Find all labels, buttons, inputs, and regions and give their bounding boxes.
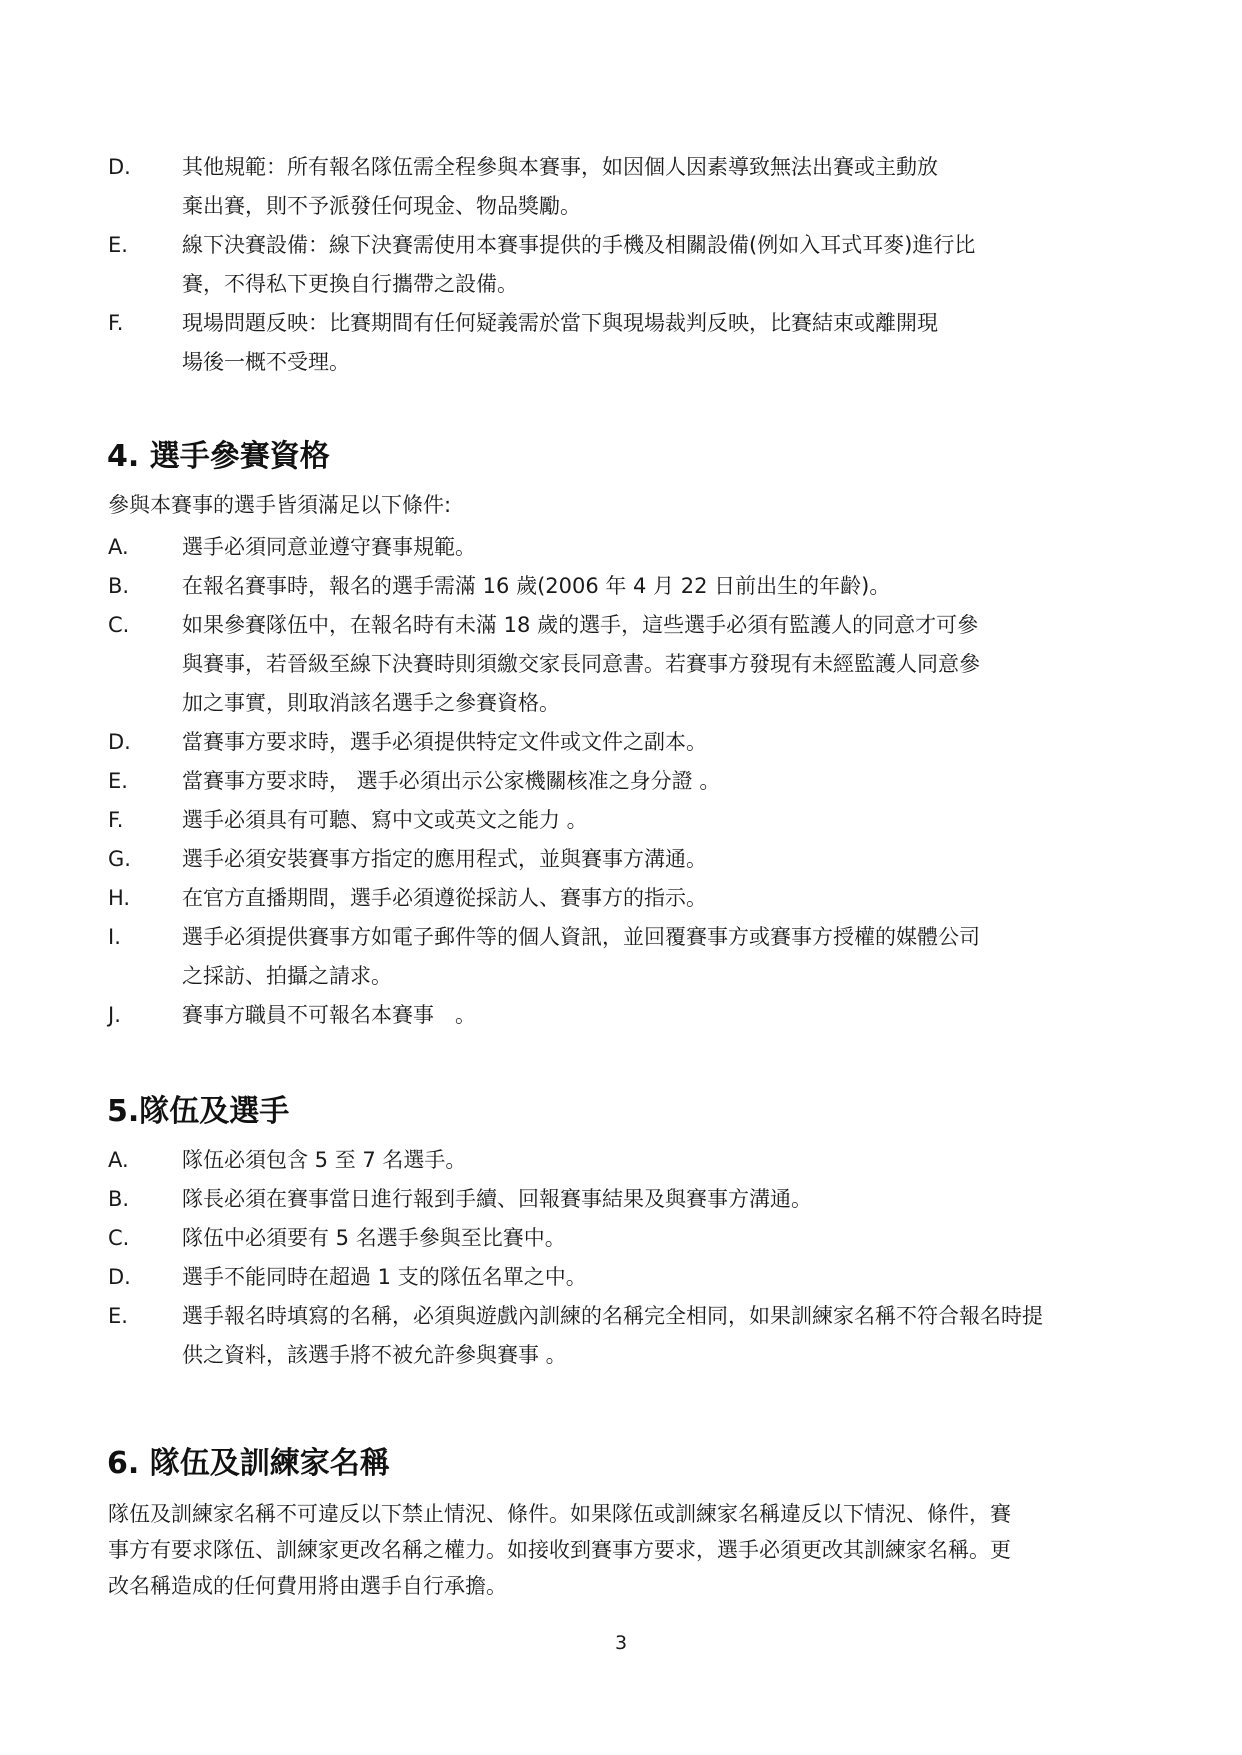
list-item (108, 879, 980, 918)
list-item (108, 567, 980, 606)
list-item (108, 1180, 1043, 1219)
list-item-label: E. (108, 769, 128, 793)
list-item-label: B. (108, 574, 130, 598)
list-item-label: D. (108, 155, 131, 179)
list-item-text: 選手必須具有可聽、寫中文或英文之能力 。 (182, 808, 588, 832)
list-item-text: 在報名賽事時，報名的選手需滿 16 歲(2006 年 4 月 22 日前出生的年齡)。 (182, 574, 891, 598)
list-item (108, 304, 975, 382)
section4-list (108, 528, 980, 1035)
section4-heading: 4. 選手參賽資格 (107, 439, 330, 474)
list-item-label: F. (108, 808, 124, 832)
list-item-label: C. (108, 613, 130, 637)
section4-intro: 參與本賽事的選手皆須滿足以下條件: (108, 493, 452, 517)
list-item (108, 226, 975, 304)
list-item-text: 當賽事方要求時， 選手必須出示公家機關核准之身分證 。 (182, 769, 721, 793)
list-item-label: F. (108, 311, 124, 335)
list-item-label: E. (108, 1304, 128, 1328)
list-item (108, 148, 975, 226)
list-item-text: 棄出賽，則不予派發任何現金、物品獎勵。 (182, 194, 581, 218)
list-item-text: 場後一概不受理。 (182, 350, 350, 374)
list-item-text: 選手報名時填寫的名稱，必須與遊戲內訓練的名稱完全相同，如果訓練家名稱不符合報名時提 (182, 1304, 1043, 1328)
list-item (108, 723, 980, 762)
list-item-text: 選手必須同意並遵守賽事規範。 (182, 535, 476, 559)
list-item-text: 在官方直播期間，選手必須遵從採訪人、賽事方的指示。 (182, 886, 707, 910)
list-item-label: G. (108, 847, 131, 871)
list-item-text: 之採訪、拍攝之請求。 (182, 964, 392, 988)
list-item-text: 供之資料，該選手將不被允許參與賽事 。 (182, 1343, 567, 1367)
list-item-text: 線下決賽設備：線下決賽需使用本賽事提供的手機及相關設備(例如入耳式耳麥)進行比 (182, 233, 976, 257)
list-item (108, 996, 980, 1035)
section5-heading: 5.隊伍及選手 (107, 1094, 290, 1129)
list-item-text: 隊長必須在賽事當日進行報到手續、回報賽事結果及與賽事方溝通。 (182, 1187, 812, 1211)
list-item (108, 1297, 1043, 1375)
list-item-text: 選手不能同時在超過 1 支的隊伍名單之中。 (182, 1265, 587, 1289)
list-item-label: A. (108, 1148, 129, 1172)
section6-paragraph (108, 1496, 1011, 1604)
list-item (108, 801, 980, 840)
list-item-text: 隊伍必須包含 5 至 7 名選手。 (182, 1148, 467, 1172)
list-item-label: D. (108, 730, 131, 754)
list-item-text: 賽事方職員不可報名本賽事 。 (182, 1003, 476, 1027)
list-item-text: 加之事實，則取消該名選手之參賽資格。 (182, 691, 560, 715)
section3-list (108, 148, 975, 382)
paragraph-line: 改名稱造成的任何費用將由選手自行承擔。 (108, 1574, 507, 1598)
section6-heading: 6. 隊伍及訓練家名稱 (107, 1446, 390, 1481)
list-item-label: I. (108, 925, 121, 949)
list-item-text: 選手必須安裝賽事方指定的應用程式，並與賽事方溝通。 (182, 847, 707, 871)
list-item (108, 1141, 1043, 1180)
list-item (108, 1219, 1043, 1258)
section5-list (108, 1141, 1043, 1375)
list-item-label: J. (108, 1003, 121, 1027)
list-item-label: H. (108, 886, 131, 910)
paragraph-line: 事方有要求隊伍、訓練家更改名稱之權力。如接收到賽事方要求，選手必須更改其訓練家名稱。更 (108, 1538, 1011, 1562)
list-item (108, 606, 980, 723)
list-item-text: 現場問題反映：比賽期間有任何疑義需於當下與現場裁判反映，比賽結束或離開現 (182, 311, 938, 335)
list-item-text: 當賽事方要求時，選手必須提供特定文件或文件之副本。 (182, 730, 707, 754)
list-item-label: A. (108, 535, 129, 559)
list-item-text: 其他規範：所有報名隊伍需全程參與本賽事，如因個人因素導致無法出賽或主動放 (182, 155, 938, 179)
list-item-text: 隊伍中必須要有 5 名選手參與至比賽中。 (182, 1226, 566, 1250)
list-item (108, 528, 980, 567)
paragraph-line: 隊伍及訓練家名稱不可違反以下禁止情況、條件。如果隊伍或訓練家名稱違反以下情況、條件，賽 (108, 1502, 1011, 1526)
list-item (108, 918, 980, 996)
list-item-label: E. (108, 233, 128, 257)
list-item-text: 與賽事，若晉級至線下決賽時則須繳交家長同意書。若賽事方發現有未經監護人同意參 (182, 652, 980, 676)
list-item-text: 賽，不得私下更換自行攜帶之設備。 (182, 272, 518, 296)
list-item (108, 840, 980, 879)
list-item-label: B. (108, 1187, 130, 1211)
list-item-label: C. (108, 1226, 130, 1250)
list-item-label: D. (108, 1265, 131, 1289)
page-number: 3 (614, 1632, 628, 1654)
list-item-text: 選手必須提供賽事方如電子郵件等的個人資訊，並回覆賽事方或賽事方授權的媒體公司 (182, 925, 980, 949)
list-item-text: 如果參賽隊伍中，在報名時有未滿 18 歲的選手，這些選手必須有監護人的同意才可參 (182, 613, 979, 637)
list-item (108, 762, 980, 801)
list-item (108, 1258, 1043, 1297)
